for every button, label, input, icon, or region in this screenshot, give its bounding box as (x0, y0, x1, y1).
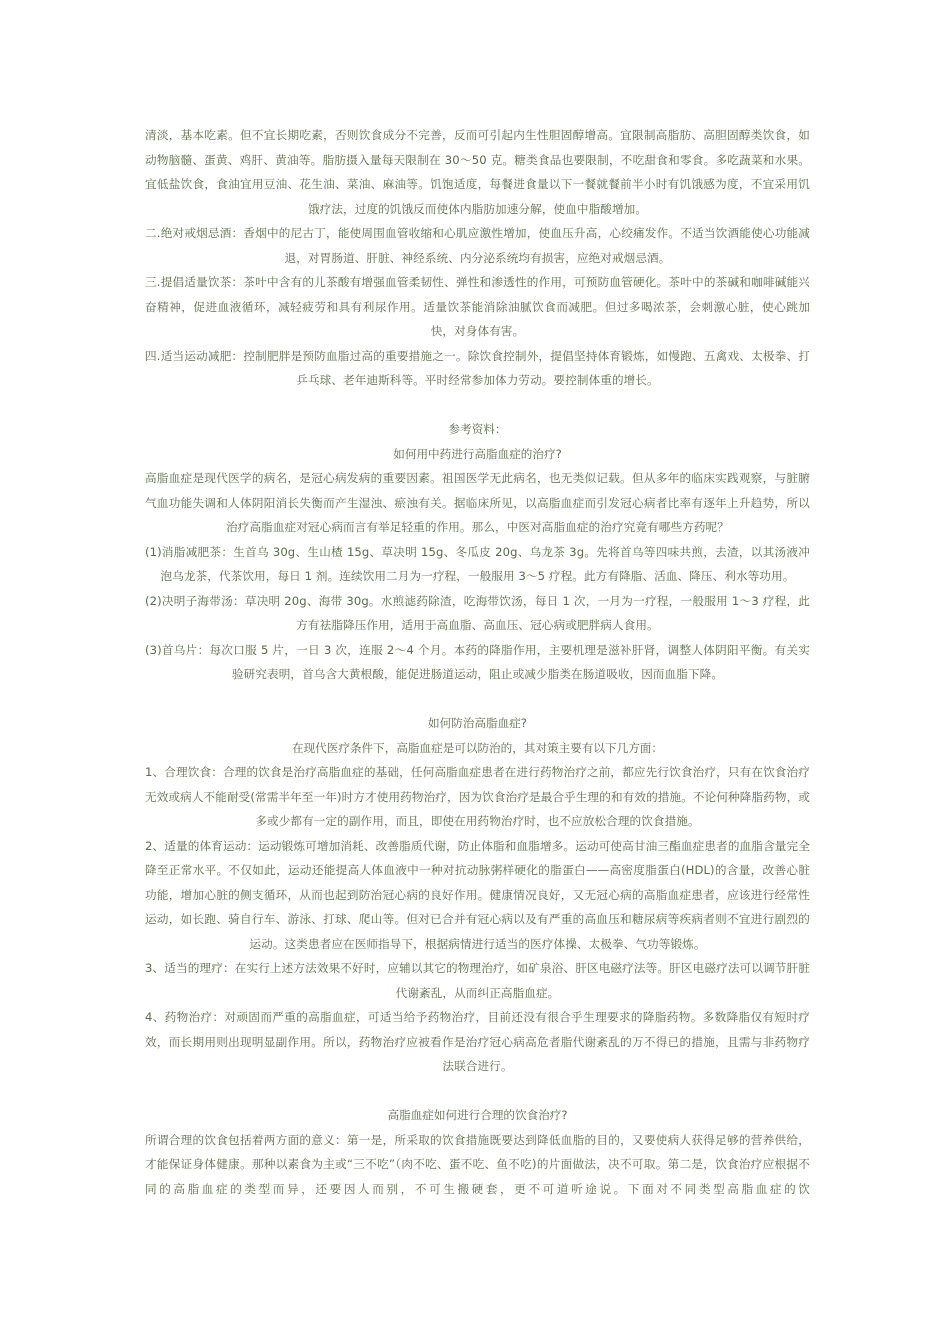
prevention-subtitle: 在现代医疗条件下，高脂血症是可以防治的，其对策主要有以下几方面： (291, 740, 663, 755)
prevention-paragraph: 4、药物治疗：对顽固而严重的高脂血症，可适当给予药物治疗，目前还没有很合乎生理要求的降脂药物。多数降脂仅有短时疗效，而长期用则出现明显副作用。所以，药物治疗应被看作是治疗冠心病高危者脂代谢紊乱的万不得已的措施，且需与非药物疗法联合进行。 (145, 1010, 810, 1073)
intro-paragraph: 二.绝对戒烟忌酒：香烟中的尼古丁，能使周围血管收缩和心肌应激性增加，使血压升高，心绞痛发作。不适当饮酒能使心功能减退，对胃肠道、肝脏、神经系统、内分泌系统均有损害，应绝对戒烟忌酒。 (145, 226, 810, 265)
tcm-paragraph: (2)决明子海带汤：草决明 20g、海带 30g。水煎滤药除渣，吃海带饮汤，每日 1 次，一月为一疗程，一般服用 1～3 疗程，此方有祛脂降压作用，适用于高血脂、高血压、冠心病或肥胖病人食用。 (145, 593, 810, 632)
diet-paragraph: 所谓合理的饮食包括着两方面的意义：第一是，所采取的饮食措施既要达到降低血脂的目的，又要使病人获得足够的营养供给，才能保证身体健康。那种以素食为主或“三不吃”（肉不吃、蛋不吃、鱼不吃)的片面做法，决不可取。第二是，饮食治疗应根据不同的高脂血症的类型而异，还要因人而别，不可生搬硬套，更不可道听途说。下面对不同类型高脂血症的饮 (145, 1132, 810, 1196)
intro-paragraph: 清淡，基本吃素。但不宜长期吃素，否则饮食成分不完善，反而可引起内生性胆固醇增高。宜限制高脂肪、高胆固醇类饮食，如动物脑髓、蛋黄、鸡肝、黄油等。脂肪摄入量每天限制在 30～50 克。糖类食品也要限制，不吃甜食和零食。多吃蔬菜和水果。宜低盐饮食，食油宜用豆油、花生油、菜油、麻油等。饥饱适度，每餐进食量以下一餐就餐前半小时有饥饿感为度，不宜采用饥饿疗法，过度的饥饿反而使体内脂肪加速分解，使血中脂酸增加。 (145, 128, 810, 216)
prevention-paragraph: 2、适量的体育运动：运动锻炼可增加消耗、改善脂质代谢，防止体脂和血脂增多。运动可使高甘油三酯血症患者的血脂含量完全降至正常水平。不仅如此，运动还能提高人体血液中一种对抗动脉粥样硬化的脂蛋白——高密度脂蛋白(HDL)的含量，改善心脏功能，增加心脏的侧支循环，从而也起到防治冠心病的良好作用。健康情况良好，又无冠心病的高脂血症患者，应该进行经常性运动，如长跑、骑自行车、游泳、打球、爬山等。但对已合并有冠心病以及有严重的高血压和糖尿病等疾病者则不宜进行剧烈的运动。这类患者应在医师指导下，根据病情进行适当的医疗体操、太极拳、气功等锻炼。 (145, 838, 810, 951)
tcm-section-title: 如何用中药进行高脂血症的治疗? (393, 446, 562, 461)
prevention-section (145, 760, 810, 1079)
prevention-section-title: 如何防治高脂血症? (428, 716, 527, 730)
prevention-paragraph: 3、适当的理疗：在实行上述方法效果不好时，应辅以其它的物理治疗，如矿泉浴、肝区电磁疗法等。肝区电磁疗法可以调节肝脏代谢紊乱，从而纠正高脂血症。 (145, 961, 810, 1000)
reference-label: 参考资料： (448, 422, 507, 436)
tcm-section (145, 466, 810, 687)
intro-paragraph: 四.适当运动减肥：控制肥胖是预防血脂过高的重要措施之一。除饮食控制外，提倡坚持体育锻炼，如慢跑、五禽戏、太极拳、打乒乓球、老年迪斯科等。平时经常参加体力劳动。要控制体重的增长。 (145, 348, 810, 387)
diet-section-title: 高脂血症如何进行合理的饮食治疗? (387, 1108, 568, 1122)
tcm-paragraph: (3)首乌片：每次口服 5 片，一日 3 次，连服 2～4 个月。本药的降脂作用，主要机理是滋补肝肾，调整人体阴阳平衡。有关实验研究表明，首乌含大黄根酸，能促进肠道运动，阻止或减少脂类在肠道吸收，因而血脂下降。 (145, 642, 810, 681)
intro-section (145, 123, 810, 393)
diet-section (145, 1128, 810, 1202)
intro-paragraph: 三.提倡适量饮茶：茶叶中含有的儿茶酸有增强血管柔韧性、弹性和渗透性的作用，可预防血管硬化。茶叶中的茶碱和咖啡碱能兴奋精神，促进血液循环，减轻疲劳和具有利尿作用。适量饮茶能消除油腻饮食而减肥。但过多喝浓茶，会刺激心脏，使心跳加快，对身体有害。 (145, 275, 810, 338)
prevention-paragraph: 1、合理饮食：合理的饮食是治疗高脂血症的基础，任何高脂血症患者在进行药物治疗之前，都应先行饮食治疗，只有在饮食治疗无效或病人不能耐受(常需半年至一年)时方才使用药物治疗，因为饮食治疗是最合乎生理的和有效的措施。不论何种降脂药物，或多或少都有一定的副作用，而且，即使在用药物治疗时，也不应放松合理的饮食措施。 (145, 765, 810, 828)
tcm-paragraph: (1)消脂减肥茶：生首乌 30g、生山楂 15g、草决明 15g、冬瓜皮 20g、乌龙茶 3g。先将首乌等四味共煎，去渣，以其汤液冲泡乌龙茶，代茶饮用，每日 1 剂。连续饮用二月为一疗程，一般服用 3～5 疗程。此方有降脂、活血、降压、利水等功用。 (145, 544, 810, 583)
document-body (145, 123, 810, 1201)
tcm-paragraph: 高脂血症是现代医学的病名，是冠心病发病的重要因素。祖国医学无此病名，也无类似记载。但从多年的临床实践观察，与脏腑气血功能失调和人体阴阳消长失衡而产生湿浊、瘀浊有关。据临床所见，以高脂血症而引发冠心病者比率有逐年上升趋势，所以治疗高脂血症对冠心病而言有举足轻重的作用。那么，中医对高脂血症的治疗究竟有哪些方药呢？ (145, 471, 810, 534)
